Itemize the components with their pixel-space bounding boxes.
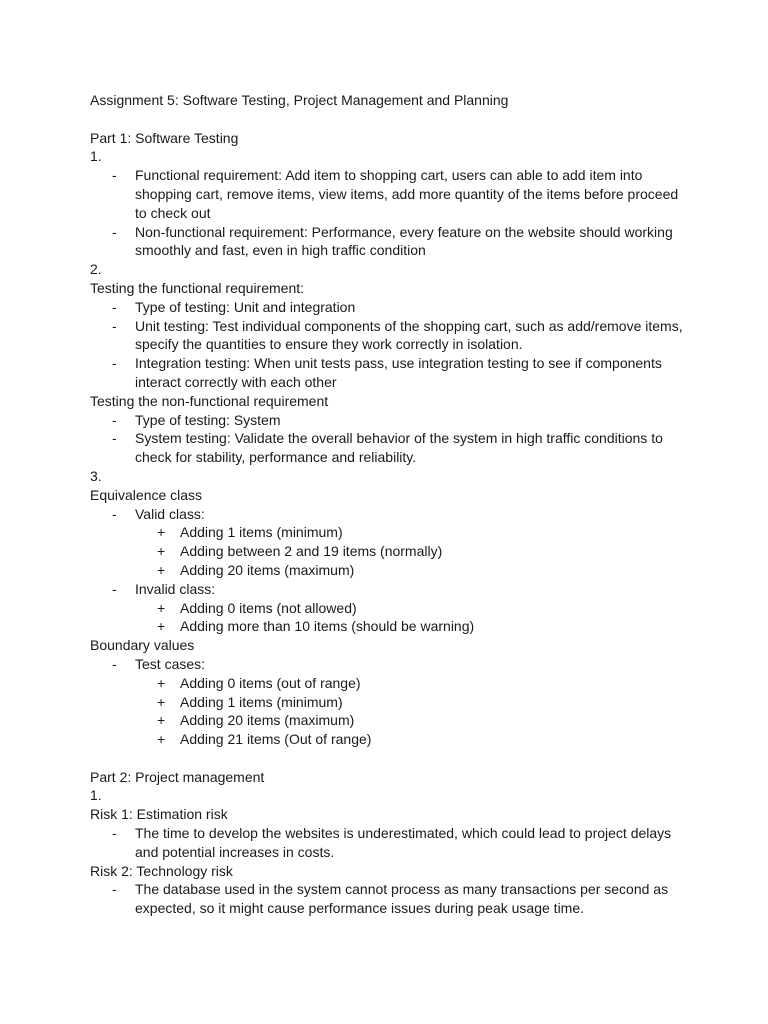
risk2-item: The database used in the system cannot process as many transactions per second as expected, so it might cause performance issues during peak usage time. xyxy=(135,881,669,917)
nonfunctional-testing-heading: Testing the non-functional requirement xyxy=(90,392,329,409)
list-item xyxy=(90,429,690,467)
test-case-item: Adding 20 items (maximum) xyxy=(180,712,355,729)
valid-item: Adding 20 items (maximum) xyxy=(180,561,355,578)
functional-item: Unit testing: Test individual components of the shopping cart, such as add/remove items, specify the quantities to ensure they work correctly in isolation. xyxy=(135,317,683,353)
test-case-item: Adding 1 items (minimum) xyxy=(180,693,343,710)
spacer xyxy=(90,749,690,768)
functional-item: Integration testing: When unit tests pass, use integration testing to see if components interact correctly with each other xyxy=(135,355,662,390)
list-item xyxy=(90,411,690,430)
list-item xyxy=(90,711,690,730)
q1-number: 1. xyxy=(90,148,102,165)
list-item xyxy=(90,523,690,542)
nonfunctional-item: System testing: Validate the overall behavior of the system in high traffic conditions to check for stability, performance and reliability. xyxy=(135,430,663,466)
dash-marker: - xyxy=(112,223,117,240)
list-item xyxy=(90,298,690,317)
dash-marker: - xyxy=(112,317,117,334)
boundary-heading: Boundary values xyxy=(90,637,195,654)
risk1-heading: Risk 1: Estimation risk xyxy=(90,806,228,823)
spacer xyxy=(90,110,690,129)
plus-marker: + xyxy=(157,543,166,560)
list-item xyxy=(90,693,690,712)
q1-item-functional: Functional requirement: Add item to shopping cart, users can able to add item into shopping cart, remove items, view items, add more quantity of the items before proceed to check out xyxy=(135,167,679,221)
dash-marker: - xyxy=(112,355,117,372)
invalid-item: Adding 0 items (not allowed) xyxy=(180,599,357,616)
equivalence-heading: Equivalence class xyxy=(90,486,203,503)
list-item xyxy=(90,223,690,261)
list-item xyxy=(90,561,690,580)
risk1-item: The time to develop the websites is underestimated, which could lead to project delays and potential increases in costs. xyxy=(135,825,672,860)
plus-marker: + xyxy=(157,712,166,729)
list-item xyxy=(90,166,690,222)
q2-number: 2. xyxy=(90,261,102,278)
test-cases-label: Test cases: xyxy=(135,655,206,672)
list-item xyxy=(90,542,690,561)
dash-marker: - xyxy=(112,430,117,447)
plus-marker: + xyxy=(157,599,166,616)
test-case-item: Adding 21 items (Out of range) xyxy=(180,731,372,748)
invalid-class-label: Invalid class: xyxy=(135,580,216,597)
nonfunctional-item: Type of testing: System xyxy=(135,411,281,428)
risk2-heading: Risk 2: Technology risk xyxy=(90,862,233,879)
valid-item: Adding 1 items (minimum) xyxy=(180,524,343,541)
dash-marker: - xyxy=(112,298,117,315)
list-item xyxy=(90,317,690,355)
valid-class-label: Valid class: xyxy=(135,505,205,522)
list-item xyxy=(90,580,690,599)
plus-marker: + xyxy=(157,674,166,691)
dash-marker: - xyxy=(112,881,117,898)
plus-marker: + xyxy=(157,693,166,710)
dash-marker: - xyxy=(112,167,117,184)
part2-number: 1. xyxy=(90,787,102,804)
test-case-item: Adding 0 items (out of range) xyxy=(180,674,361,691)
valid-item: Adding between 2 and 19 items (normally) xyxy=(180,543,443,560)
document-title: Assignment 5: Software Testing, Project Management and Planning xyxy=(90,92,509,108)
part1-heading: Part 1: Software Testing xyxy=(90,129,239,146)
document-body xyxy=(90,91,690,918)
list-item xyxy=(90,354,690,392)
functional-item: Type of testing: Unit and integration xyxy=(135,298,356,315)
invalid-item: Adding more than 10 items (should be warning) xyxy=(180,618,475,635)
plus-marker: + xyxy=(157,618,166,635)
dash-marker: - xyxy=(112,580,117,597)
list-item xyxy=(90,505,690,524)
dash-marker: - xyxy=(112,825,117,842)
list-item xyxy=(90,674,690,693)
dash-marker: - xyxy=(112,505,117,522)
q3-number: 3. xyxy=(90,467,102,484)
list-item xyxy=(90,599,690,618)
dash-marker: - xyxy=(112,655,117,672)
part2-heading: Part 2: Project management xyxy=(90,768,265,785)
list-item xyxy=(90,730,690,749)
plus-marker: + xyxy=(157,561,166,578)
list-item xyxy=(90,617,690,636)
list-item xyxy=(90,655,690,674)
plus-marker: + xyxy=(157,524,166,541)
plus-marker: + xyxy=(157,731,166,748)
list-item xyxy=(90,824,690,862)
q1-item-nonfunctional: Non-functional requirement: Performance, every feature on the website should working smoothly and fast, even in high traffic condition xyxy=(135,223,673,259)
functional-testing-heading: Testing the functional requirement: xyxy=(90,279,305,296)
list-item xyxy=(90,880,690,918)
dash-marker: - xyxy=(112,411,117,428)
